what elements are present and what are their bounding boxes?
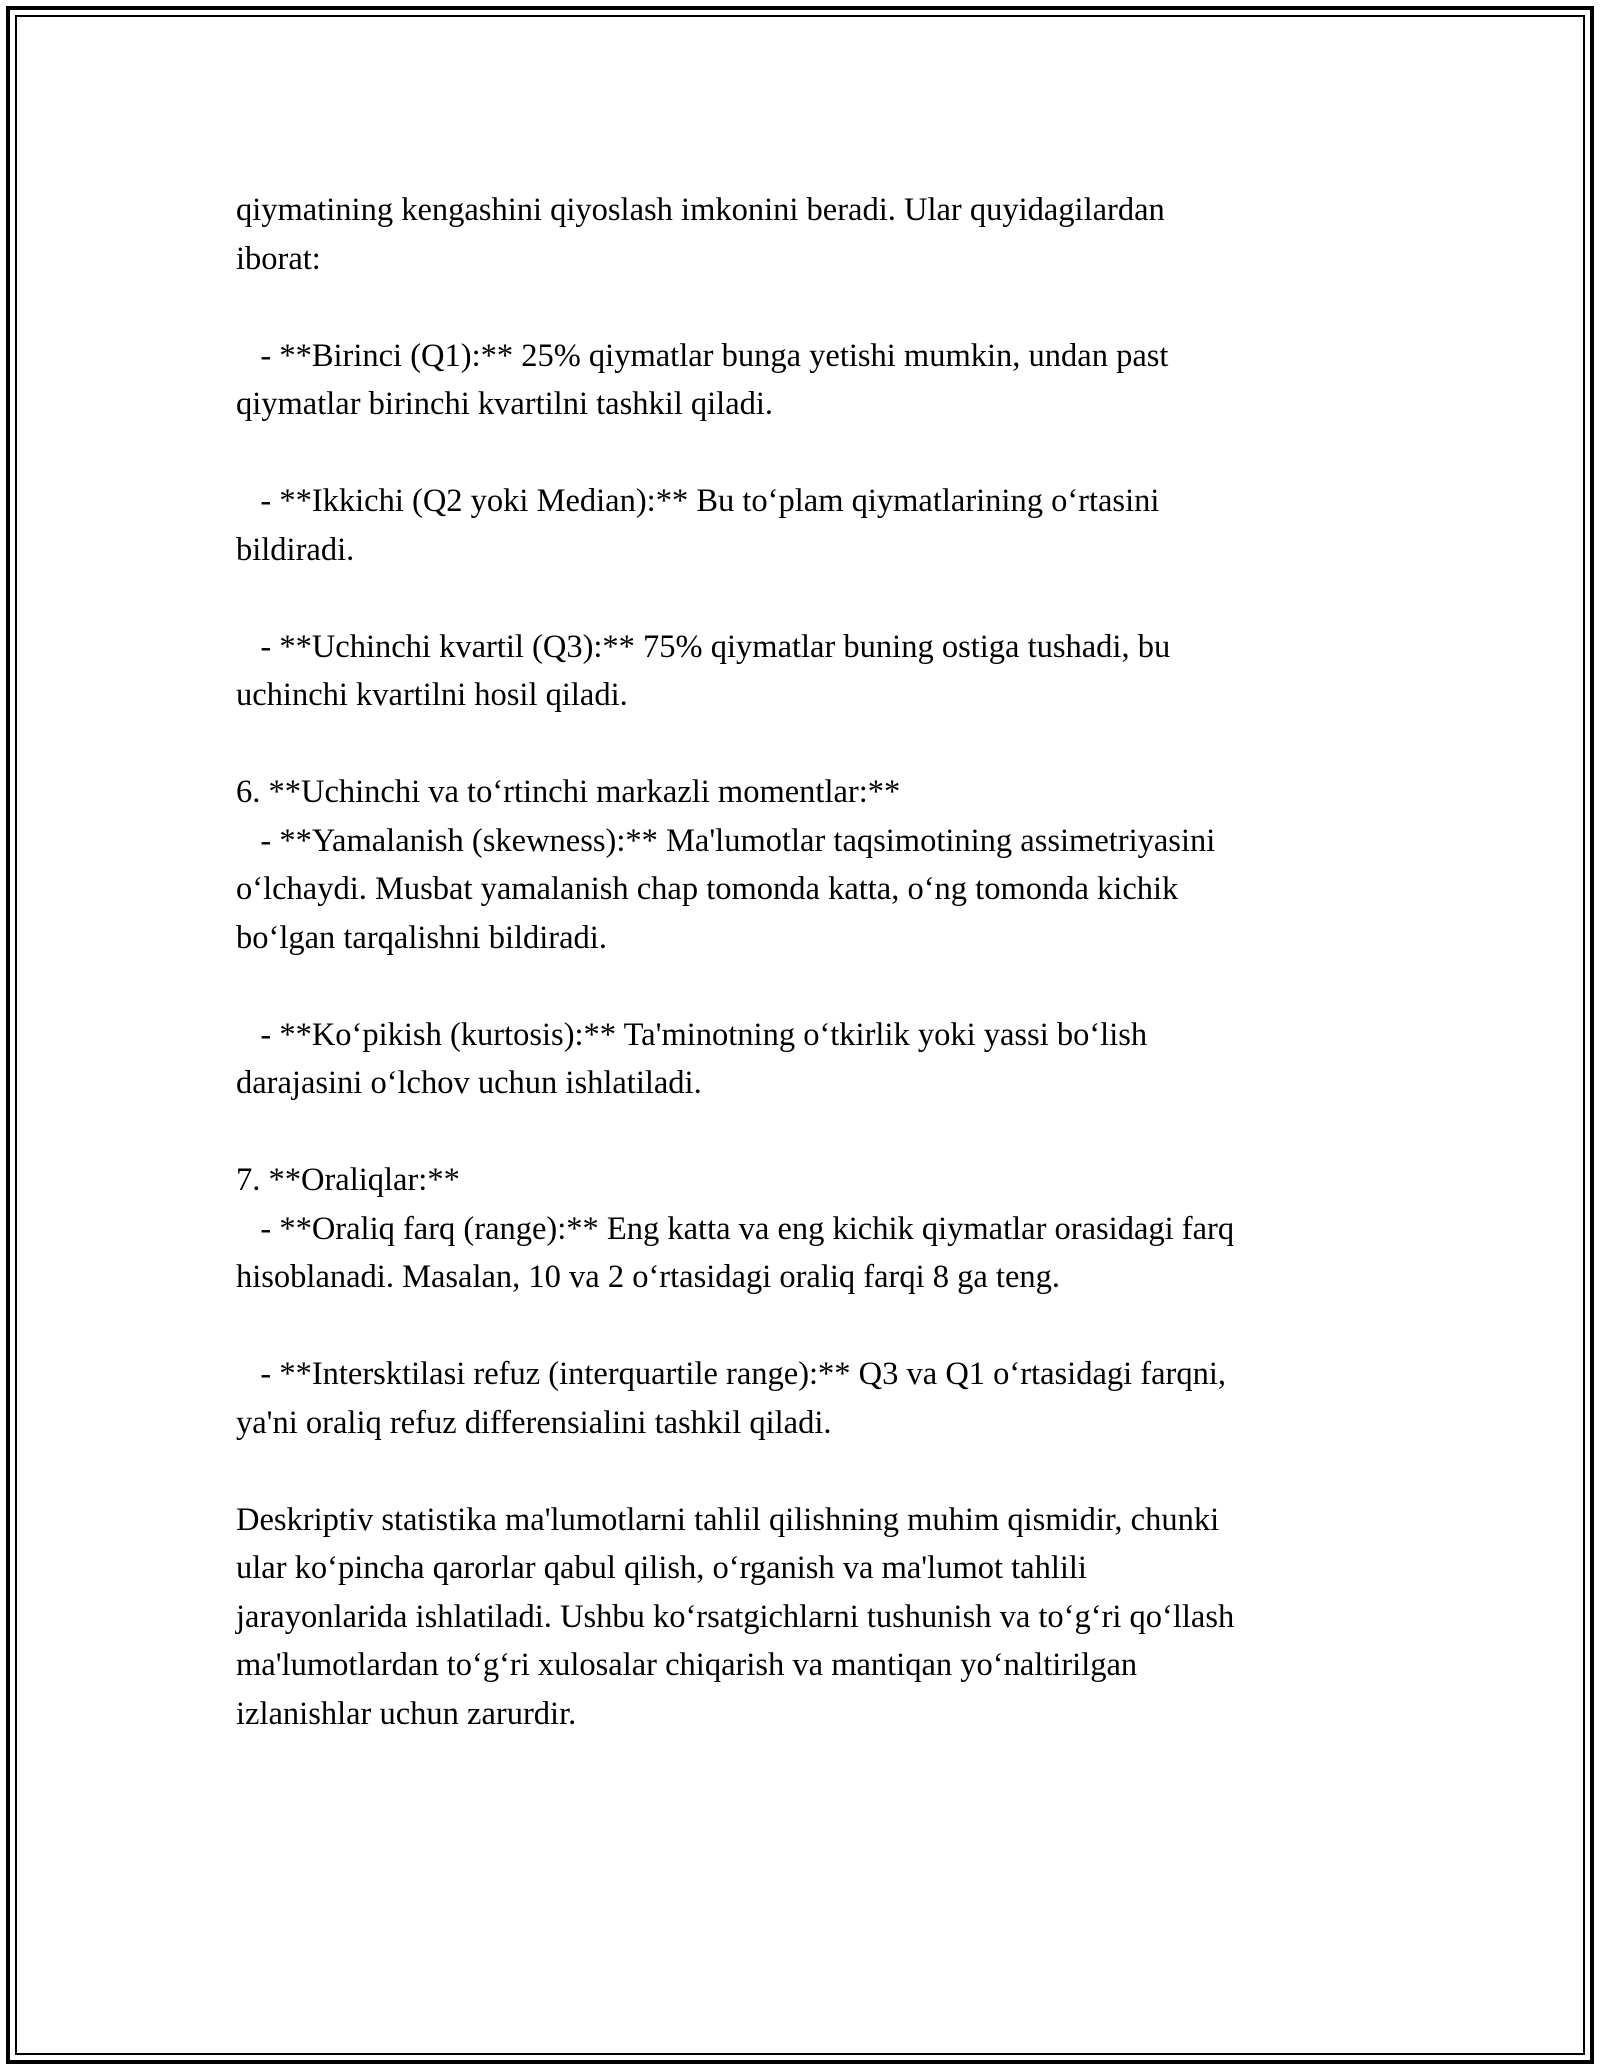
text-line: darajasini o‘lchov uchun ishlatiladi.	[236, 1065, 702, 1101]
paragraph-gap	[236, 720, 1376, 769]
numbered-section	[236, 768, 1376, 962]
document-body	[236, 186, 1376, 1738]
text-line: - **Ikkichi (Q2 yoki Median):** Bu to‘plam qiymatlarining o‘rtasini	[236, 483, 1160, 519]
text-line: - **Intersktilasi refuz (interquartile range):** Q3 va Q1 o‘rtasidagi farqni,	[236, 1356, 1226, 1392]
paragraph	[236, 186, 1376, 283]
text-line: - **Oraliq farq (range):** Eng katta va eng kichik qiymatlar orasidagi farq	[236, 1210, 1235, 1247]
text-line: ma'lumotlardan to‘g‘ri xulosalar chiqarish va mantiqan yo‘naltirilgan	[236, 1647, 1138, 1683]
section-heading: 7. **Oraliqlar:**	[236, 1162, 460, 1198]
text-line: Deskriptiv statistika ma'lumotlarni tahlil qilishning muhim qismidir, chunki	[236, 1501, 1220, 1538]
text-line: o‘lchaydi. Musbat yamalanish chap tomonda katta, o‘ng tomonda kichik	[236, 871, 1179, 907]
text-line: jarayonlarida ishlatiladi. Ushbu ko‘rsatgichlarni tushunish va to‘g‘ri qo‘llash	[236, 1598, 1235, 1635]
paragraph-gap	[236, 962, 1376, 1011]
text-line: izlanishlar uchun zarurdir.	[236, 1695, 577, 1732]
section-heading: 6. **Uchinchi va to‘rtinchi markazli momentlar:**	[236, 774, 901, 810]
text-line: - **Uchinchi kvartil (Q3):** 75% qiymatlar buning ostiga tushadi, bu	[236, 628, 1171, 665]
paragraph-gap	[236, 1108, 1376, 1157]
list-item	[236, 477, 1376, 574]
text-line: iborat:	[236, 240, 321, 277]
list-item	[236, 1011, 1376, 1108]
list-item	[236, 332, 1376, 429]
text-line: qiymatining kengashini qiyoslash imkonini beradi. Ular quyidagilardan	[236, 192, 1165, 228]
text-line: bildiradi.	[236, 531, 355, 568]
paragraph-gap	[236, 574, 1376, 623]
list-item	[236, 1350, 1376, 1447]
paragraph-gap	[236, 1302, 1376, 1351]
text-line: - **Ko‘pikish (kurtosis):** Ta'minotning o‘tkirlik yoki yassi bo‘lish	[236, 1016, 1148, 1053]
text-line: - **Birinci (Q1):** 25% qiymatlar bunga yetishi mumkin, undan past	[236, 337, 1169, 374]
list-item	[236, 623, 1376, 720]
text-line: - **Yamalanish (skewness):** Ma'lumotlar taqsimotining assimetriyasini	[236, 822, 1216, 859]
text-line: ya'ni oraliq refuz differensialini tashkil qiladi.	[236, 1404, 832, 1441]
text-line: hisoblanadi. Masalan, 10 va 2 o‘rtasidagi oraliq farqi 8 ga teng.	[236, 1259, 1061, 1295]
text-line: bo‘lgan tarqalishni bildiradi.	[236, 919, 607, 956]
paragraph-gap	[236, 1447, 1376, 1496]
conclusion-paragraph	[236, 1496, 1376, 1739]
text-line: qiymatlar birinchi kvartilni tashkil qiladi.	[236, 386, 774, 422]
paragraph-gap	[236, 283, 1376, 332]
numbered-section	[236, 1156, 1376, 1302]
paragraph-gap	[236, 429, 1376, 478]
text-line: ular ko‘pincha qarorlar qabul qilish, o‘rganish va ma'lumot tahlili	[236, 1550, 1087, 1586]
text-line: uchinchi kvartilni hosil qiladi.	[236, 677, 628, 713]
